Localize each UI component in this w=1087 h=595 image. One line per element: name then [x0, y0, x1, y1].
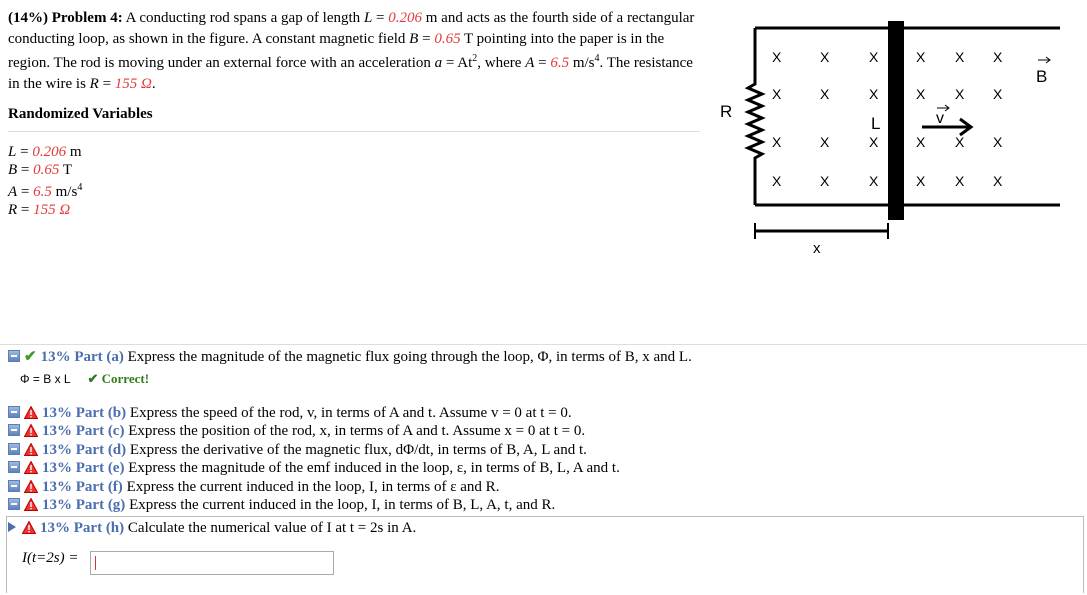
part-text: Express the magnitude of the emf induced in the loop, ε, in terms of B, L, A and t. [128, 460, 620, 476]
part-percent: 13% Part (d) [42, 442, 127, 458]
correct-badge: ✔ Correct! [87, 371, 150, 386]
dimension-label: x [813, 240, 821, 257]
expand-icon[interactable] [8, 443, 20, 455]
field-x-mark: X [955, 86, 965, 102]
rv-val: 0.206 [32, 144, 67, 160]
equals: = [372, 10, 389, 26]
field-x-mark: X [955, 49, 965, 65]
problem-text-3: T pointing into the paper is in the region. The rod is moving under an external force with an acceleration [8, 30, 665, 71]
part-text: Express the speed of the rod, v, in terms of A and t. Assume v = 0 at t = 0. [129, 405, 572, 421]
problem-text-2: m and acts as the fourth side of a rectangular conducting loop, as shown in the figure. A constant magnetic field [8, 10, 695, 47]
expand-icon[interactable] [8, 424, 20, 436]
equals: = [534, 55, 551, 71]
answer-input[interactable] [90, 551, 334, 575]
equals: = [98, 75, 115, 92]
rv-B: B = 0.65 T [8, 162, 73, 178]
value-A: 6.5 [550, 55, 570, 71]
rv-A: A = 6.5 $m/s^4$ [8, 182, 83, 200]
warning-icon [24, 406, 38, 419]
field-x-mark: X [772, 49, 782, 65]
field-x-mark: X [955, 173, 965, 189]
field-x-mark: X [993, 173, 1003, 189]
field-x-mark: X [869, 86, 879, 102]
unit-A-exp: 4 [594, 53, 600, 64]
part-percent: 13% Part (e) [42, 460, 125, 476]
field-x-mark: X [772, 86, 782, 102]
rv-unit: T [59, 162, 73, 178]
randomized-variables-title: Randomized Variables [8, 106, 153, 122]
part-text: Express the current induced in the loop, I, in terms of ε and R. [126, 479, 500, 495]
problem-statement [8, 8, 698, 94]
warning-icon [24, 498, 38, 511]
field-x-mark: X [820, 134, 830, 150]
field-x-mark: X [820, 86, 830, 102]
field-x-mark: X [820, 49, 830, 65]
part-text: Express the magnitude of the magnetic flux going through the loop, Φ, in terms of B, x and L. [127, 349, 692, 365]
var-A: A [525, 55, 535, 71]
rv-unit: m/s [51, 184, 78, 200]
part-e[interactable] [8, 459, 620, 477]
field-x-mark: X [993, 49, 1003, 65]
part-text: Calculate the numerical value of I at t = 2s in A. [127, 520, 417, 536]
field-x-mark: X [869, 134, 879, 150]
accel-exp: 2 [472, 53, 478, 64]
value-R: 155 Ω [114, 75, 152, 92]
resistor [748, 28, 762, 205]
rv-val: 0.65 [33, 162, 60, 178]
field-x-mark: X [993, 134, 1003, 150]
part-percent: 13% Part (b) [42, 405, 127, 421]
period: . [151, 75, 156, 92]
rv-sym: R [8, 202, 18, 218]
var-L: L [363, 10, 373, 26]
var-R: R [89, 75, 99, 92]
part-h[interactable] [8, 519, 416, 537]
field-label: B [1036, 67, 1048, 86]
rv-L: L = 0.206 m [8, 144, 82, 160]
unit-A: m/s [569, 55, 595, 71]
rv-sym: B [8, 162, 18, 178]
field-x-mark: X [916, 134, 926, 150]
field-x-mark: X [955, 134, 965, 150]
part-d[interactable] [8, 441, 587, 459]
divider [0, 344, 1087, 345]
collapse-icon[interactable] [8, 350, 20, 362]
part-text: Express the derivative of the magnetic flux, dΦ/dt, in terms of B, A, L and t. [129, 442, 587, 458]
var-a: a [434, 55, 443, 71]
text-caret [95, 556, 96, 570]
expand-icon[interactable] [8, 406, 20, 418]
field-x-mark: X [916, 173, 926, 189]
answer-label: I(t=2s) = [22, 550, 79, 566]
field-x-mark: X [820, 173, 830, 189]
randomized-variables-list [8, 143, 82, 219]
field-x-mark: X [916, 49, 926, 65]
equals: = [418, 30, 435, 47]
value-L: 0.206 [388, 10, 422, 26]
accel-eq: = At [442, 55, 473, 71]
expand-icon[interactable] [8, 480, 20, 492]
var-B: B [409, 30, 419, 47]
problem-text: A conducting rod spans a gap of length [125, 10, 364, 26]
velocity-label: v [936, 110, 944, 127]
rv-R: R = 155 Ω [8, 202, 71, 218]
problem-text-5: . The resistance in the wire is [8, 55, 693, 92]
field-x-mark: X [869, 49, 879, 65]
warning-icon [24, 443, 38, 456]
rv-exp: 4 [77, 182, 83, 193]
rod-length-label: L [871, 114, 881, 133]
part-text: Express the current induced in the loop, I, in terms of B, L, A, t, and R. [129, 497, 556, 513]
field-x-mark: X [869, 173, 879, 189]
problem-header: (14%) Problem 4: [8, 10, 123, 26]
field-marks [772, 49, 1003, 189]
field-x-mark: X [993, 86, 1003, 102]
rv-sym: A [8, 184, 18, 200]
circuit-figure [714, 16, 1074, 266]
part-percent: 13% Part (h) [40, 520, 125, 536]
field-x-mark: X [772, 134, 782, 150]
part-g[interactable] [8, 496, 555, 514]
rv-sym: L [8, 144, 17, 160]
expand-icon[interactable] [8, 498, 20, 510]
rv-val: 155 Ω [33, 202, 71, 218]
conducting-rod [888, 21, 904, 220]
part-c[interactable] [8, 422, 585, 440]
part-text: Express the position of the rod, x, in terms of A and t. Assume x = 0 at t = 0. [128, 423, 586, 439]
rv-val: 6.5 [33, 184, 52, 200]
warning-icon [24, 461, 38, 474]
problem-text-4: , where [477, 55, 526, 71]
rv-unit: m [66, 144, 82, 160]
part-b[interactable] [8, 404, 572, 422]
part-percent: 13% Part (a) [40, 349, 124, 365]
divider [8, 131, 700, 132]
warning-icon [24, 424, 38, 437]
play-icon[interactable] [8, 522, 16, 532]
part-percent: 13% Part (g) [42, 497, 126, 513]
value-B: 0.65 [434, 30, 461, 47]
field-x-mark: X [772, 173, 782, 189]
check-icon: ✔ [24, 349, 37, 365]
part-percent: 13% Part (c) [42, 423, 125, 439]
resistor-label: R [720, 102, 733, 121]
warning-icon [24, 480, 38, 493]
part-a [8, 348, 692, 366]
part-percent: 13% Part (f) [42, 479, 123, 495]
answer-formula: Φ = B x L [20, 372, 71, 386]
part-f[interactable] [8, 478, 499, 496]
answer-a [20, 371, 149, 387]
field-x-mark: X [916, 86, 926, 102]
expand-icon[interactable] [8, 461, 20, 473]
warning-icon [22, 521, 36, 534]
